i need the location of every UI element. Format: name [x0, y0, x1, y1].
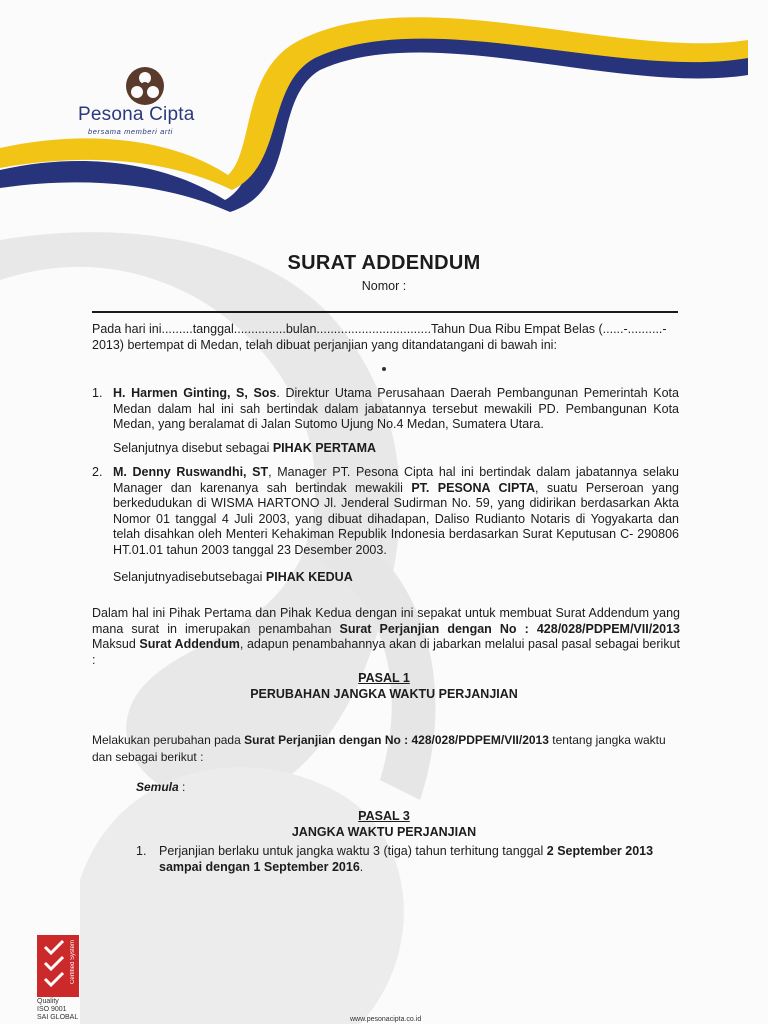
stray-dot — [382, 367, 386, 371]
agreement-doc-name: Surat Addendum — [139, 637, 240, 651]
document-number: Nomor : — [361, 279, 407, 293]
party-2-text-a: , Manager PT. Pesona Cipta hal ini bertindak dalam jabatannya selaku Manager dan karenanya sah bertindak mewakili — [113, 465, 679, 495]
pasal-3-item-number: 1. — [136, 844, 147, 858]
party-2-description — [113, 465, 679, 558]
pasal-1-text-b: tentang jangka waktu — [548, 733, 666, 747]
certified-system-label: Certified System — [70, 940, 76, 985]
party-2-company: PT. PESONA CIPTA — [411, 480, 536, 495]
party-1-designation-label: PIHAK PERTAMA — [272, 441, 377, 455]
pasal-3-item-text — [159, 844, 659, 875]
party-2-designation-prefix: Selanjutnyadisebutsebagai — [113, 570, 266, 584]
pasal-1-title: PERUBAHAN JANGKA WAKTU PERJANJIAN — [250, 687, 518, 701]
agreement-paragraph — [92, 606, 680, 668]
agreement-text-a: Dalam hal ini Pihak Pertama dan Pihak Kedua dengan ini sepakat untuk membuat Surat Addendum yang mana surat in imerupakan penambahan — [92, 606, 680, 636]
watermark-lower-shape — [80, 767, 404, 1024]
pasal-3-title: JANGKA WAKTU PERJANJIAN — [291, 825, 477, 839]
pasal-3-end-date: sampai dengan 1 September 2016 — [159, 859, 360, 874]
pasal-1-label: PASAL 1 — [358, 671, 410, 685]
semula-word: Semula — [136, 780, 179, 794]
agreement-text-c: , adapun penambahannya akan di jabarkan melalui pasal pasal sebagai berikut : — [92, 637, 680, 667]
agreement-reference: Surat Perjanjian dengan No : 428/028/PDPEM/VII/2013 — [339, 621, 680, 636]
pasal-3-label: PASAL 3 — [358, 809, 410, 823]
pasal-1-text-a: Melakukan perubahan pada — [92, 733, 245, 747]
party-2-designation — [113, 570, 679, 586]
quality-label: Quality — [37, 998, 59, 1005]
pasal-1-body — [92, 733, 692, 749]
logo-mark — [126, 67, 164, 105]
party-2-text-b: , suatu Perseroan yang berkedudukan di WISMA HARTONO Jl. Jenderal Sudirman No. 59, yang didirikan berdasarkan Akta Nomor 01 tanggal 4 Juli 2003, yang dibuat dihadapan, Daliso Rudianto Notaris di Yogyakarta dan telah disahkan oleh Menteri Kehakiman Republik Indonesia berdasarkan Surat Keputusan C- 290806 HT.01.01 tahun 2003 tanggal 23 Desember 2003. — [113, 480, 680, 557]
party-1-number: 1. — [92, 386, 103, 400]
intro-line-1: Pada hari ini.........tanggal...............bulan.................................Tahun Dua Ribu Empat Belas (......-..........- — [92, 322, 667, 336]
pasal-1-line-2: dan sebagai berikut : — [92, 750, 204, 764]
intro-line-2: 2013) bertempat di Medan, telah dibuat perjanjian yang ditandatangani di bawah ini: — [92, 338, 557, 352]
party-2-name: M. Denny Ruswandhi, ST — [113, 465, 269, 479]
brand-name: Pesona Cipta — [78, 104, 195, 125]
pasal-3-item-end: . — [359, 859, 364, 874]
party-2-designation-label: PIHAK KEDUA — [265, 570, 353, 584]
iso-label: ISO 9001 — [37, 1006, 67, 1013]
pasal-3-start-date: 2 September 2013 — [546, 844, 654, 858]
party-1-designation — [113, 441, 679, 457]
pasal-1-reference: Surat Perjanjian dengan No : 428/028/PDPEM/VII/2013 — [244, 733, 549, 747]
party-1-text: . Direktur Utama Perusahaan Daerah Pembangunan Pemerintah Kota Medan dalam hal ini sah bertindak dalam jabatannya tersebut mewakili PD. Pembangunan Kota Medan, yang beralamat di Jalan Sutomo Ujung No.4 Medan, Sumatera Utara. — [113, 386, 679, 431]
party-2-number: 2. — [92, 465, 103, 479]
pasal-3-item-plain: Perjanjian berlaku untuk jangka waktu 3 (tiga) tahun terhitung tanggal — [159, 844, 547, 858]
document-title: SURAT ADDENDUM — [287, 252, 481, 274]
website-url: www.pesonacipta.co.id — [350, 1016, 422, 1023]
brand-tagline: bersama memberi arti — [88, 127, 173, 136]
party-1-designation-prefix: Selanjutnya disebut sebagai — [113, 441, 273, 455]
semula-colon: : — [178, 780, 186, 794]
agreement-text-b: Maksud — [92, 637, 140, 651]
party-1-description — [113, 386, 679, 433]
semula-label — [136, 780, 436, 796]
registrar-label: SAI GLOBAL — [37, 1014, 79, 1021]
title-divider — [92, 311, 678, 313]
party-1-name: H. Harmen Ginting, S, Sos — [113, 386, 277, 400]
